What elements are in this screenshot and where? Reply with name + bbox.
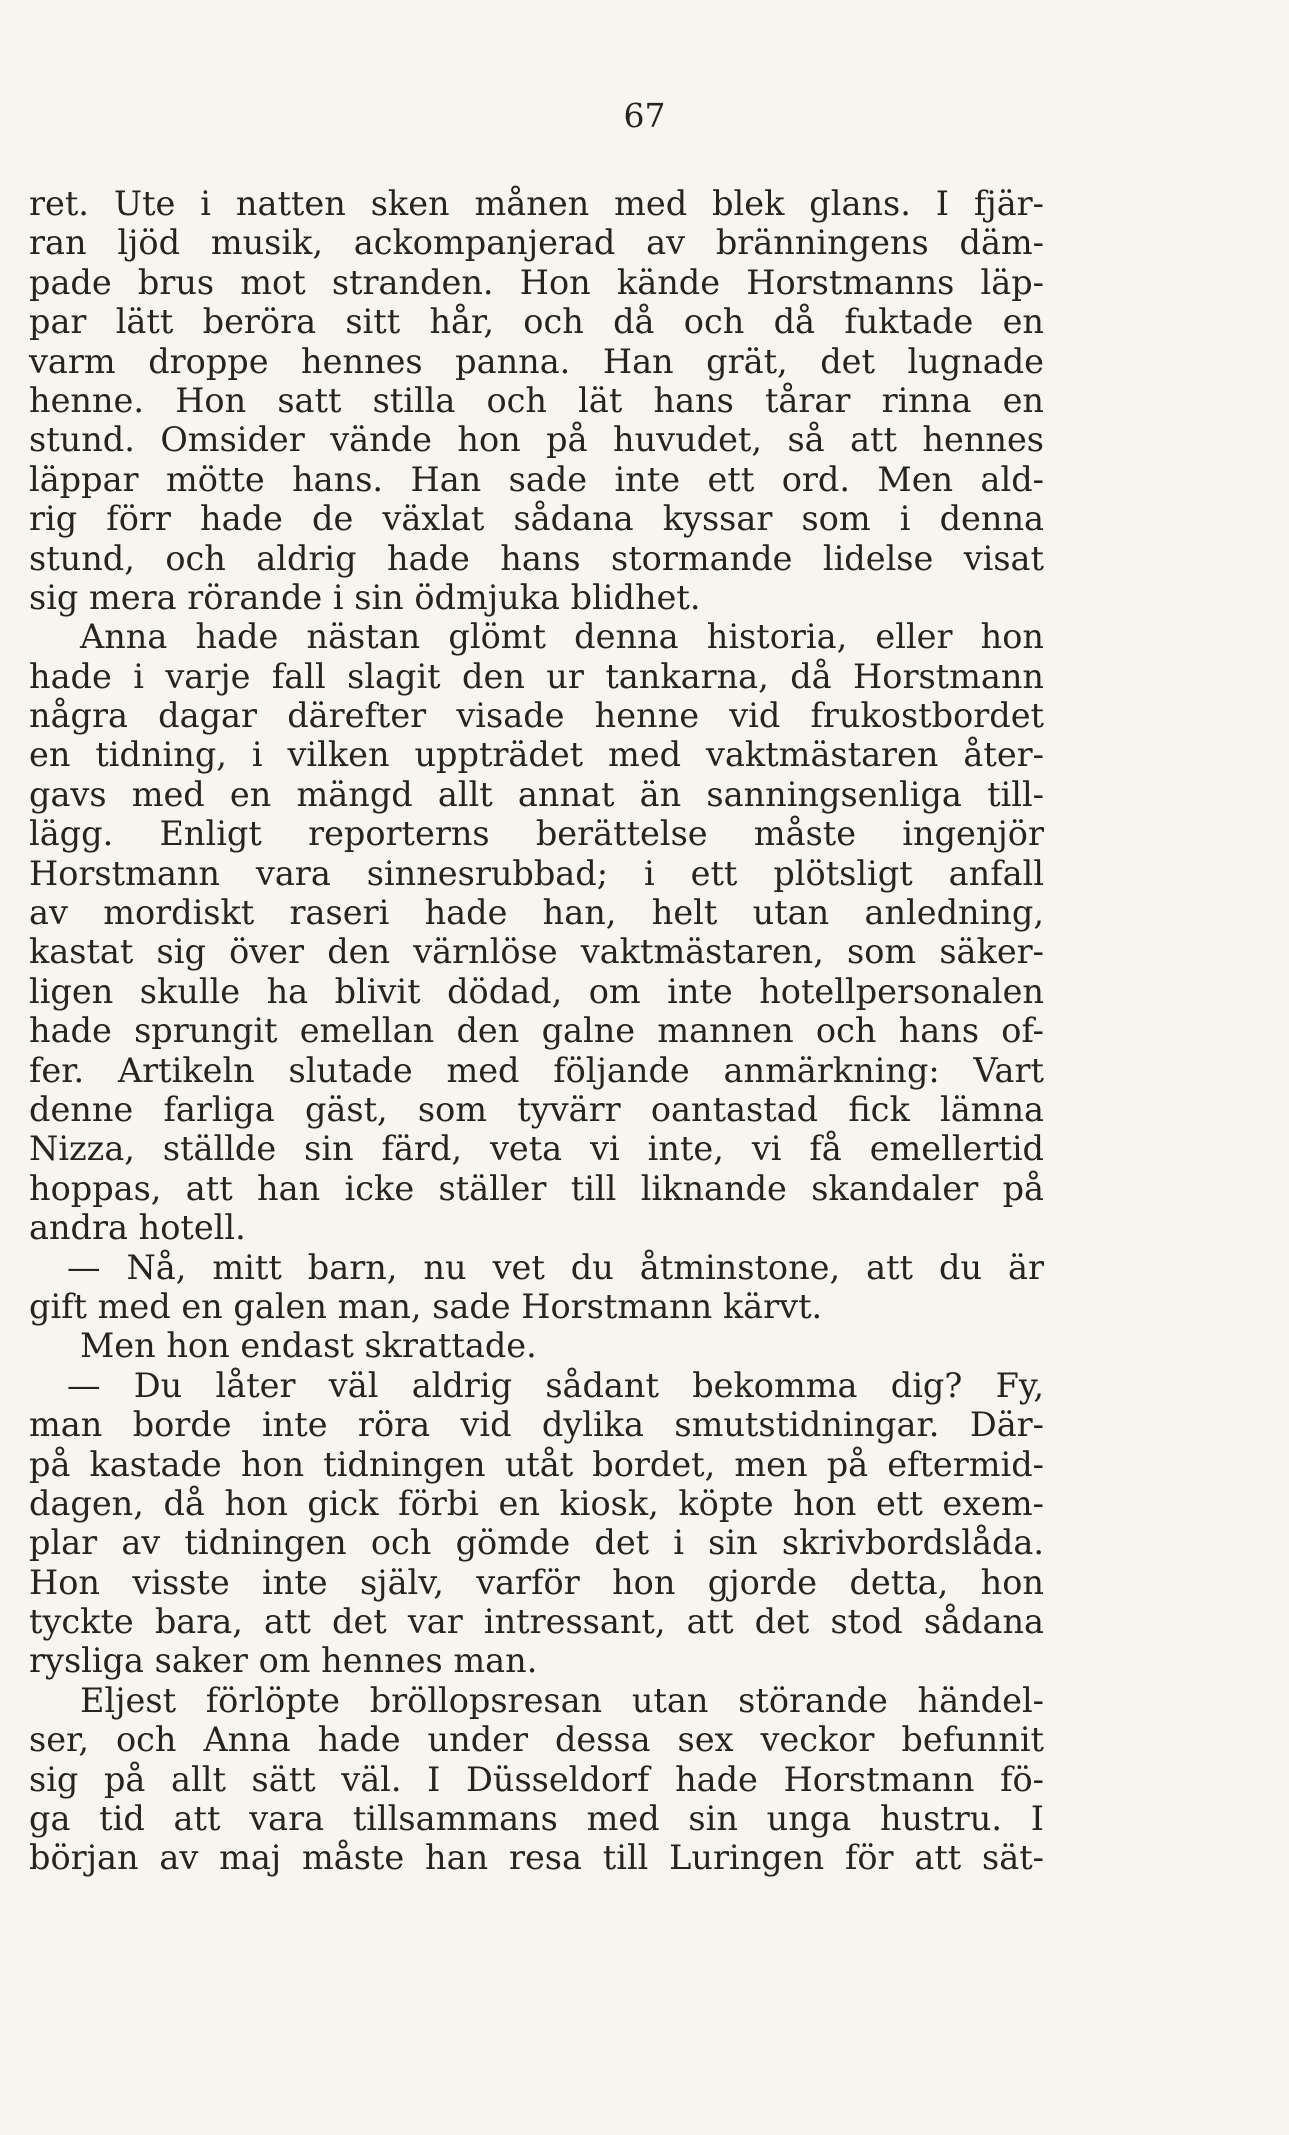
text-line: Eljest förlöpte bröllopsresan utan störande händel- (80, 1680, 1044, 1720)
text-line: några dagar därefter visade henne vid frukostbordet (29, 696, 1044, 736)
page-number: 67 (623, 96, 666, 135)
text-line: början av maj måste han resa till Luringen för att sät- (29, 1838, 1044, 1878)
text-line: ran ljöd musik, ackompanjerad av bränningens däm- (29, 223, 1044, 263)
text-line: Nizza, ställde sin färd, veta vi inte, vi få emellertid (29, 1129, 1044, 1169)
text-line: Men hon endast skrattade. (80, 1326, 537, 1366)
text-line: lägg. Enligt reporterns berättelse måste ingenjör (29, 814, 1044, 854)
text-line: sig på allt sätt väl. I Düsseldorf hade Horstmann fö- (29, 1759, 1044, 1799)
text-line: henne. Hon satt stilla och lät hans tårar rinna en (29, 380, 1044, 420)
text-line: ser, och Anna hade under dessa sex veckor befunnit (29, 1720, 1044, 1760)
text-line: ga tid att vara tillsammans med sin unga hustru. I (29, 1799, 1044, 1839)
text-line: andra hotell. (29, 1208, 246, 1248)
text-line: stund. Omsider vände hon på huvudet, så att hennes (29, 420, 1044, 460)
text-line: hade sprungit emellan den galne mannen och hans of- (29, 1011, 1044, 1051)
page-text (29, 184, 1044, 1878)
text-line: Hon visste inte själv, varför hon gjorde detta, hon (29, 1562, 1044, 1602)
text-line: gavs med en mängd allt annat än sanningsenliga till- (29, 774, 1044, 814)
text-line: hoppas, att han icke ställer till liknande skandaler på (29, 1168, 1044, 1208)
text-line: på kastade hon tidningen utåt bordet, men på eftermid- (29, 1444, 1044, 1484)
text-line: ret. Ute i natten sken månen med blek glans. I fjär- (29, 184, 1044, 223)
text-line: stund, och aldrig hade hans stormande lidelse visat (29, 538, 1044, 578)
text-line: — Nå, mitt barn, nu vet du åtminstone, att du är (67, 1247, 1044, 1287)
text-line: ligen skulle ha blivit dödad, om inte hotellpersonalen (29, 971, 1044, 1011)
text-line: sig mera rörande i sin ödmjuka blidhet. (29, 577, 701, 617)
text-line: Horstmann vara sinnesrubbad; i ett plötsligt anfall (29, 853, 1044, 893)
text-line: tyckte bara, att det var intressant, att det stod sådana (29, 1602, 1044, 1642)
text-line: rig förr hade de växlat sådana kyssar som i denna (29, 499, 1044, 539)
text-line: — Du låter väl aldrig sådant bekomma dig? Fy, (67, 1365, 1044, 1405)
text-line: plar av tidningen och gömde det i sin skrivbordslåda. (29, 1523, 1044, 1563)
text-line: man borde inte röra vid dylika smutstidningar. Där- (29, 1405, 1044, 1445)
text-line: denne farliga gäst, som tyvärr oantastad fick lämna (29, 1089, 1044, 1129)
text-line: kastat sig över den värnlöse vaktmästaren, som säker- (29, 932, 1044, 972)
text-line: en tidning, i vilken uppträdet med vaktmästaren åter- (29, 735, 1044, 775)
text-line: varm droppe hennes panna. Han grät, det lugnade (29, 341, 1044, 381)
text-line: rysliga saker om hennes man. (29, 1641, 538, 1681)
text-line: pade brus mot stranden. Hon kände Horstmanns läp- (29, 262, 1044, 302)
text-line: av mordiskt raseri hade han, helt utan anledning, (29, 893, 1044, 933)
text-line: fer. Artikeln slutade med följande anmärkning: Vart (29, 1050, 1044, 1090)
text-line: par lätt beröra sitt hår, och då och då fuktade en (29, 302, 1044, 342)
text-line: hade i varje fall slagit den ur tankarna, då Horstmann (29, 656, 1044, 696)
text-line: Anna hade nästan glömt denna historia, eller hon (80, 617, 1044, 657)
text-line: dagen, då hon gick förbi en kiosk, köpte hon ett exem- (29, 1483, 1044, 1523)
text-line: gift med en galen man, sade Horstmann kärvt. (29, 1286, 823, 1326)
text-line: läppar mötte hans. Han sade inte ett ord. Men ald- (29, 459, 1044, 499)
